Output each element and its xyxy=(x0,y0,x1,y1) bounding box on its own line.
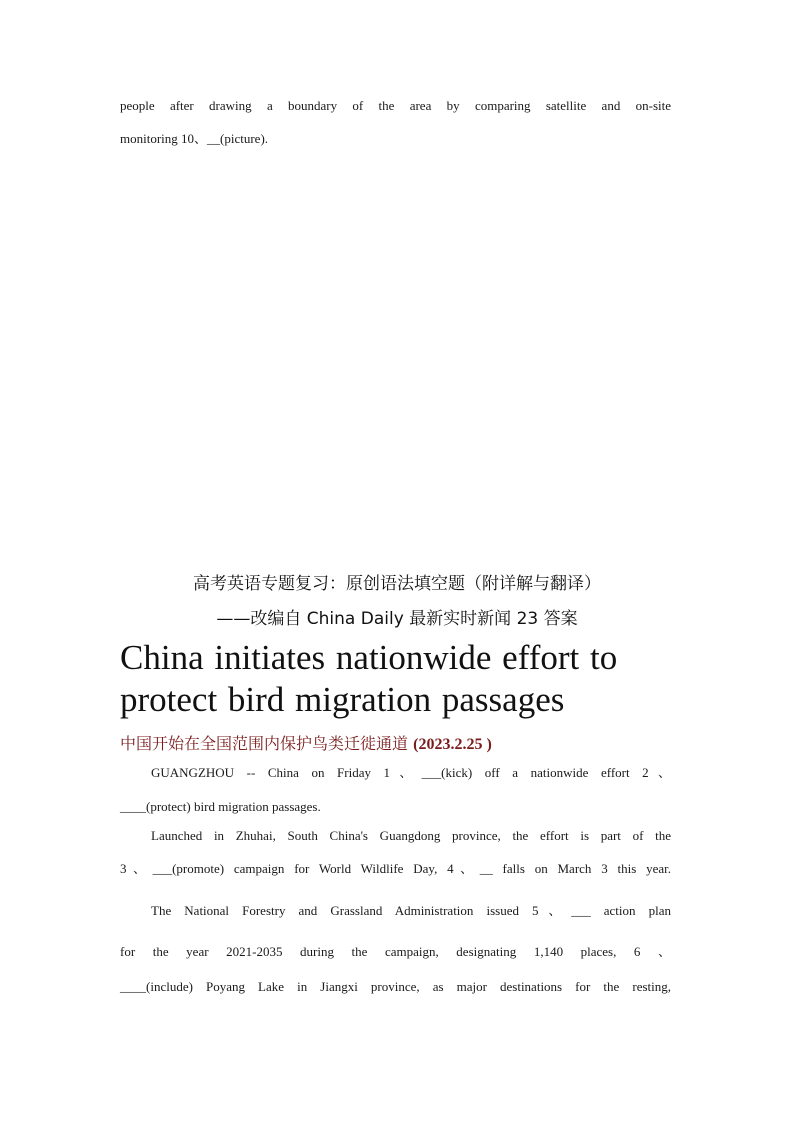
paragraph-line: for the year 2021-2035 during the campaign, designating 1,140 places, 6 、 xyxy=(120,944,671,959)
article-subtitle xyxy=(120,733,492,756)
article-title-line-2: protect bird migration passages xyxy=(120,680,565,719)
paragraph-line: GUANGZHOU -- China on Friday 1、___(kick) off a nationwide effort 2、 xyxy=(151,765,671,780)
article-subtitle-cn: 中国开始在全国范围内保护鸟类迁徙通道 xyxy=(120,734,409,753)
page-subtitle: ——改编自 China Daily 最新实时新闻 23 答案 xyxy=(216,609,578,629)
paragraph-line: 3、___(promote) campaign for World Wildlife Day, 4、__ falls on March 3 this year. xyxy=(120,861,671,876)
text-line: people after drawing a boundary of the area by comparing satellite and on-site xyxy=(120,98,671,113)
page-title: 高考英语专题复习：原创语法填空题（附详解与翻译） xyxy=(193,574,601,594)
paragraph-line: ____(include) Poyang Lake in Jiangxi province, as major destinations for the resting, xyxy=(120,979,671,994)
text-line: monitoring 10、__(picture). xyxy=(120,131,269,146)
paragraph-line: ____(protect) bird migration passages. xyxy=(120,799,321,814)
paragraph-line: The National Forestry and Grassland Administration issued 5、___ action plan xyxy=(151,903,671,918)
article-title-line-1: China initiates nationwide effort to xyxy=(120,638,618,677)
article-date: (2023.2.25 ) xyxy=(413,736,492,753)
paragraph-line: Launched in Zhuhai, South China's Guangdong province, the effort is part of the xyxy=(151,828,671,843)
